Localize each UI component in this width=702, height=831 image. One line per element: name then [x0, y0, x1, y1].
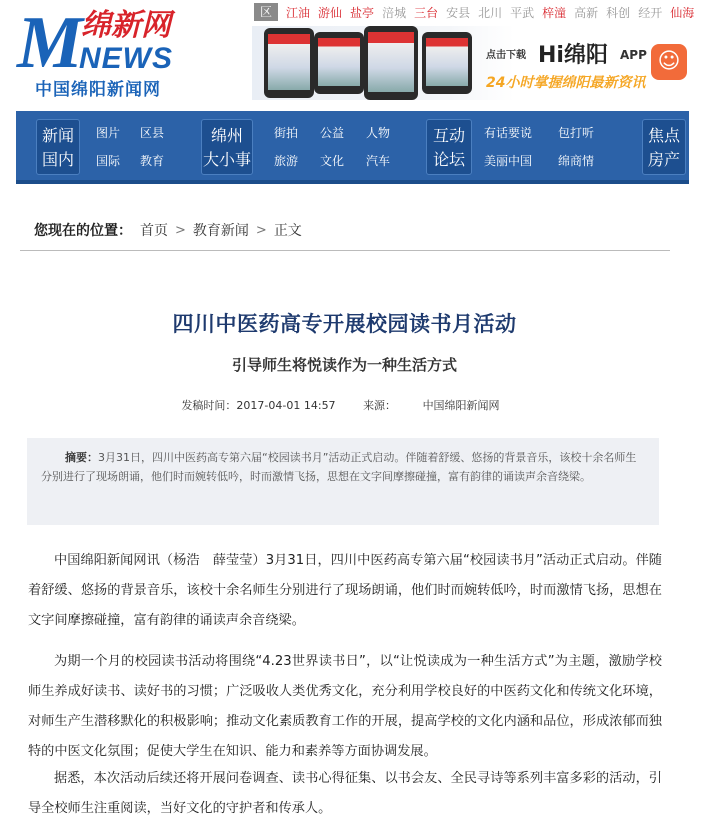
summary-text: 3月31日，四川中医药高专第六届“校园读书月”活动正式启动。伴随着舒缓、悠扬的背景音乐，该校十余名师生分别进行了现场朗诵，他们时而婉转低吟，时而激情飞扬，思想在文字间摩擦碰撞，富有韵律的诵读声余音绕梁。	[41, 451, 637, 483]
publish-time: 发稿时间：2017-04-01 14:57	[181, 399, 336, 412]
source-name: 中国绵阳新闻网	[422, 399, 500, 412]
breadcrumb	[20, 212, 670, 251]
breadcrumb-education[interactable]: 教育新闻	[192, 223, 249, 239]
site-logo[interactable]	[17, 2, 232, 102]
banner-tagline: 24小时掌握绵阳最新资讯	[486, 75, 646, 91]
nav-link-auto[interactable]: 汽车	[366, 154, 391, 168]
nav-link-people[interactable]: 人物	[366, 126, 391, 140]
source-label: 来源：	[363, 399, 397, 412]
county-link[interactable]: 科创	[606, 5, 631, 20]
phone-image	[314, 32, 364, 94]
nav-link-inquire[interactable]: 包打听	[558, 126, 595, 140]
banner-app: APP	[620, 48, 647, 62]
summary-label: 摘要：	[65, 451, 98, 464]
county-link[interactable]: 游仙	[318, 5, 343, 20]
article-paragraph: 据悉，本次活动后续还将开展问卷调查、读书心得征集、以书会友、全民寻诗等系列丰富多彩的活动，引导全校师生注重阅读，当好文化的守护者和传承人。	[28, 771, 662, 816]
nav-link-beautiful-china[interactable]: 美丽中国	[484, 154, 533, 168]
phone-image	[364, 26, 418, 100]
nav-link-business[interactable]: 绵商情	[558, 154, 595, 168]
breadcrumb-label: 您现在的位置：	[34, 223, 132, 239]
app-icon: ☺	[651, 44, 687, 80]
nav-link-travel[interactable]: 旅游	[274, 154, 299, 168]
county-link[interactable]: 经开	[638, 5, 663, 20]
chevron-right-icon: >	[255, 223, 267, 238]
nav-link-photos[interactable]: 图片	[96, 126, 121, 140]
logo-news: NEWS	[79, 42, 173, 75]
nav-link-education[interactable]: 教育	[140, 154, 165, 168]
county-link[interactable]: 盐亭	[350, 5, 375, 20]
nav-tile-line: 大小事	[202, 150, 251, 169]
nav-tile-line: 论坛	[432, 150, 465, 169]
main-nav	[16, 111, 689, 184]
nav-link-street[interactable]: 街拍	[274, 126, 299, 140]
article-title: 四川中医药高专开展校园读书月活动	[172, 312, 517, 336]
county-bar	[254, 2, 702, 22]
article-paragraph: 为期一个月的校园读书活动将围绕“4.23世界读书日”，以“让悦读成为一种生活方式”为主题，激励学校师生养成好读书、读好书的习惯；广泛吸收人类优秀文化，充分利用学校良好的中医药文化和传统文化环境，对师生产生潜移默化的积极影响；推动文化素质教育工作的开展，提高学校的文化内涵和品位，形成浓郁而独特的中医文化氛围；促使大学生在知识、能力和素养等方面协调发展。	[28, 654, 662, 759]
county-link[interactable]: 北川	[478, 5, 503, 20]
nav-link-charity[interactable]: 公益	[320, 126, 345, 140]
breadcrumb-current: 正文	[273, 223, 302, 239]
banner-hi-mianyang: Hi绵阳	[538, 43, 608, 68]
nav-tile-line: 国内	[41, 150, 74, 169]
nav-tile-realestate[interactable]	[642, 119, 686, 175]
county-link[interactable]: 江油	[286, 5, 311, 20]
article-meta	[0, 397, 689, 413]
nav-tile-mianzhou[interactable]	[201, 119, 253, 175]
county-link[interactable]: 仙海	[670, 5, 695, 20]
nav-tile-line: 绵州	[210, 126, 243, 145]
nav-link-speak[interactable]: 有话要说	[484, 126, 533, 140]
app-download-banner[interactable]	[252, 26, 689, 100]
county-link[interactable]: 平武	[510, 5, 535, 20]
nav-link-counties[interactable]: 区县	[140, 126, 165, 140]
logo-cn: 绵新网	[81, 8, 171, 43]
article-summary	[27, 438, 659, 525]
nav-tile-line: 新闻	[41, 126, 74, 145]
county-link[interactable]: 高新	[574, 5, 599, 20]
breadcrumb-home[interactable]: 首页	[140, 223, 168, 239]
nav-tile-line: 房产	[647, 150, 680, 169]
banner-download-text: 点击下载	[486, 50, 526, 61]
county-link[interactable]: 涪城	[382, 5, 407, 20]
nav-link-international[interactable]: 国际	[96, 154, 121, 168]
article-subtitle: 引导师生将悦读作为一种生活方式	[231, 356, 457, 374]
county-link[interactable]: 三台	[414, 5, 439, 20]
phone-image	[422, 32, 472, 94]
logo-subtitle: 中国绵阳新闻网	[35, 80, 161, 100]
county-link[interactable]: 安县	[446, 5, 471, 20]
nav-link-culture[interactable]: 文化	[320, 154, 345, 168]
nav-tile-line: 焦点	[647, 126, 680, 145]
phone-image	[264, 28, 314, 98]
county-label: 区	[254, 3, 278, 21]
logo-m: M	[17, 2, 81, 84]
article-paragraph: 中国绵阳新闻网讯（杨浩 薛莹莹）3月31日，四川中医药高专第六届“校园读书月”活动正式启动。伴随着舒缓、悠扬的背景音乐，该校十余名师生分别进行了现场朗诵，他们时而婉转低吟，时而激情飞扬，思想在文字间摩擦碰撞，富有韵律的诵读声余音绕梁。	[28, 553, 662, 628]
nav-tile-news[interactable]	[36, 119, 80, 175]
chevron-right-icon: >	[175, 223, 186, 238]
nav-tile-line: 互动	[432, 126, 465, 145]
nav-tile-forum[interactable]	[426, 119, 472, 175]
county-link[interactable]: 梓潼	[542, 5, 567, 20]
